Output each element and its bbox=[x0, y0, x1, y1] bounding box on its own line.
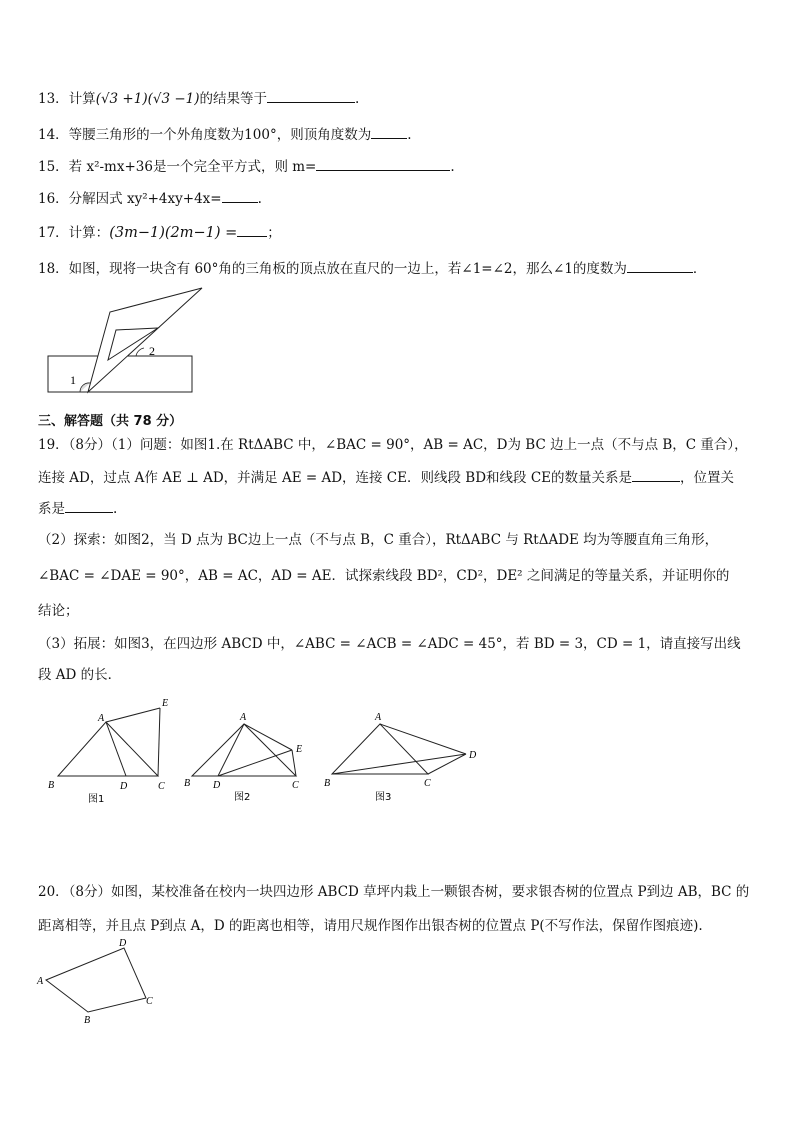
label-d: D bbox=[469, 750, 477, 761]
q17-answer-blank[interactable] bbox=[237, 222, 267, 237]
q16-text: 16．分解因式 xy²+4xy+4x= bbox=[38, 191, 222, 207]
q18-answer-blank[interactable] bbox=[627, 258, 693, 273]
q18-text: 18．如图，现将一块含有 60°角的三角板的顶点放在直尺的一边上，若∠1=∠2，那么∠1的度数为 bbox=[38, 261, 627, 277]
set-square-outer bbox=[88, 288, 202, 392]
q14-text: 14．等腰三角形的一个外角度数为100°，则顶角度数为 bbox=[38, 127, 372, 143]
segment-bd bbox=[332, 754, 466, 774]
q13-prefix: 计算 bbox=[68, 91, 96, 107]
angle-label-1: 1 bbox=[70, 373, 76, 387]
q19-line-8: 段 AD 的长． bbox=[38, 667, 122, 683]
q17-prefix: 17．计算： bbox=[38, 225, 110, 241]
angle-2-arc bbox=[136, 348, 144, 356]
q13-expression: (√3 +1)(√3 −1) bbox=[95, 91, 200, 107]
q18-end: ． bbox=[692, 261, 707, 277]
label-e: E bbox=[296, 744, 303, 755]
question-17 bbox=[38, 222, 281, 243]
label-b: B bbox=[48, 780, 55, 791]
section-title: 三、解答题（共 78 分） bbox=[38, 414, 183, 429]
question-16 bbox=[38, 188, 262, 209]
question-18 bbox=[38, 258, 706, 279]
q19-line-3 bbox=[38, 498, 117, 519]
q14-end: . bbox=[407, 127, 412, 143]
q20-line-1: 20．（8分）如图，某校准备在校内一块四边形 ABCD 草坪内栽上一颗银杏树，要求银杏树的位置点 P到边 AB，BC 的 bbox=[38, 884, 750, 900]
q19-line-2 bbox=[38, 467, 734, 488]
triangle-abc bbox=[192, 724, 296, 776]
label-c: C bbox=[292, 780, 299, 791]
label-a: A bbox=[37, 976, 44, 987]
label-a: A bbox=[98, 713, 105, 724]
caption-fig-1: 图1 bbox=[88, 794, 105, 805]
label-c: C bbox=[158, 781, 165, 792]
label-d: D bbox=[119, 938, 127, 949]
figure-2 bbox=[182, 706, 312, 806]
label-b: B bbox=[184, 778, 191, 789]
figure-1 bbox=[40, 694, 180, 806]
figure-18-ruler-triangle bbox=[40, 284, 210, 396]
q19-blank-position[interactable] bbox=[65, 498, 113, 513]
q15-end: . bbox=[450, 159, 455, 175]
label-e: E bbox=[162, 698, 169, 709]
triangle-abc bbox=[58, 722, 158, 776]
label-d: D bbox=[213, 780, 221, 791]
label-a: A bbox=[375, 712, 382, 723]
angle-label-2: 2 bbox=[149, 344, 155, 358]
q19-line-6: 结论； bbox=[38, 603, 79, 619]
q19-line-4: （2）探索：如图2，当 D 点为 BC边上一点（不与点 B，C 重合），RtΔABC 与 RtΔADE 均为等腰直角三角形， bbox=[38, 532, 719, 548]
q13-number: 13． bbox=[38, 91, 69, 107]
label-d: D bbox=[120, 781, 128, 792]
q20-line-2: 距离相等，并且点 P到点 A，D 的距离也相等，请用尺规作图作出银杏树的位置点 P(不写作法，保留作图痕迹). bbox=[38, 918, 703, 934]
q19-line-2-text: 连接 AD，过点 A作 AE ⊥ AD，并满足 AE = AD，连接 CE．则线段 BD和线段 CE的数量关系是 bbox=[38, 470, 632, 486]
q19-line-5: ∠BAC = ∠DAE = 90°，AB = AC，AD = AE．试探索线段 BD²，CD²，DE² 之间满足的等量关系，并证明你的 bbox=[38, 568, 730, 584]
label-b: B bbox=[324, 778, 331, 789]
q15-text: 15．若 x²-mx+36是一个完全平方式，则 m= bbox=[38, 159, 317, 175]
q19-line-7: （3）拓展：如图3，在四边形 ABCD 中，∠ABC = ∠ACB = ∠ADC = 45°，若 BD = 3，CD = 1，请直接写出线 bbox=[38, 636, 741, 652]
q13-answer-blank[interactable] bbox=[267, 88, 355, 103]
q15-answer-blank[interactable] bbox=[316, 156, 450, 171]
caption-fig-2: 图2 bbox=[234, 792, 251, 803]
q16-answer-blank[interactable] bbox=[222, 188, 258, 203]
q16-end: . bbox=[257, 191, 262, 207]
figure-3 bbox=[320, 706, 490, 806]
q19-line-3-end: . bbox=[113, 501, 118, 517]
figure-20-quadrilateral bbox=[32, 934, 166, 1026]
q14-answer-blank[interactable] bbox=[371, 124, 407, 139]
label-b: B bbox=[84, 1015, 91, 1026]
q19-blank-quantity[interactable] bbox=[632, 467, 680, 482]
q19-line-2-end: ，位置关 bbox=[680, 470, 734, 486]
q13-end: . bbox=[355, 91, 360, 107]
segment-ce bbox=[158, 708, 160, 776]
q17-end: ； bbox=[267, 225, 281, 241]
quadrilateral-abcd bbox=[46, 948, 146, 1012]
label-c: C bbox=[424, 778, 431, 789]
segment-ae bbox=[106, 708, 160, 722]
label-a: A bbox=[240, 712, 247, 723]
segment-ae bbox=[244, 724, 292, 750]
question-14 bbox=[38, 124, 412, 145]
question-15 bbox=[38, 156, 455, 177]
q19-line-3-text: 系是 bbox=[38, 501, 65, 517]
q13-suffix: 的结果等于 bbox=[199, 91, 268, 107]
label-c: C bbox=[146, 996, 153, 1007]
segment-ad bbox=[380, 724, 466, 754]
question-13 bbox=[38, 88, 359, 109]
caption-fig-3: 图3 bbox=[375, 792, 392, 803]
segment-ad bbox=[106, 722, 126, 776]
q17-expression: (3m−1)(2m−1) = bbox=[109, 225, 238, 241]
q19-line-1: 19．（8分）（1）问题：如图1.在 RtΔABC 中，∠BAC = 90°，AB = AC，D为 BC 边上一点（不与点 B，C 重合）， bbox=[38, 437, 748, 453]
